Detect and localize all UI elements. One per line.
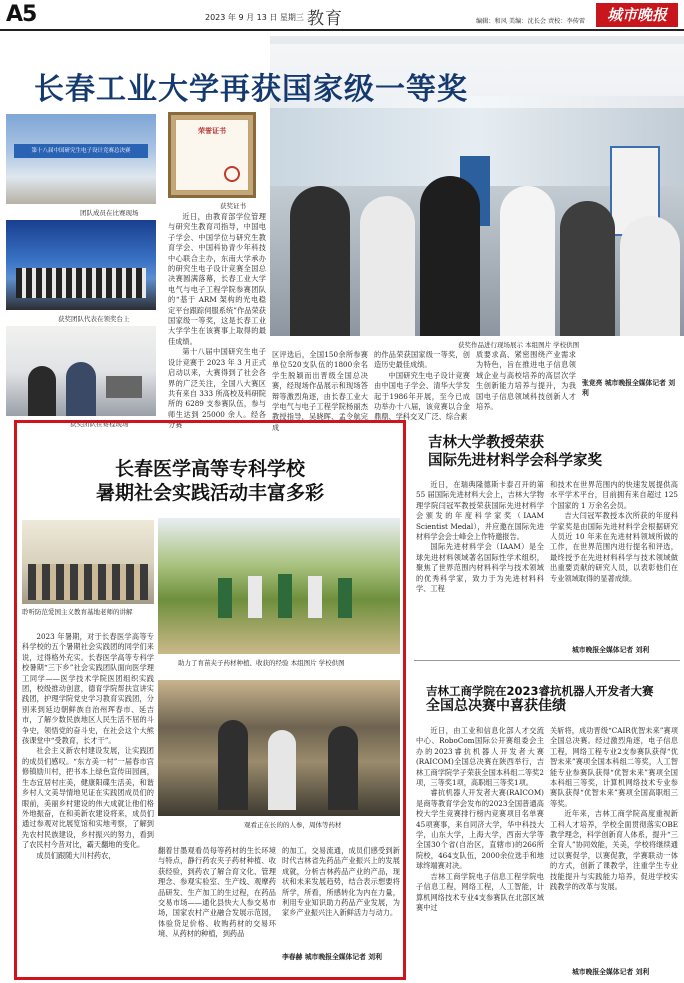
person bbox=[290, 186, 350, 336]
lead-byline: 张竞亮 城市晚报全媒体记者 刘利 bbox=[582, 379, 676, 397]
team-photo bbox=[6, 114, 156, 204]
certificate-caption: 获奖证书 bbox=[220, 202, 246, 210]
jilin-column-2 bbox=[550, 480, 678, 640]
editor-credits: 编辑：和风 美编：沈长会 责校：李传雷 bbox=[476, 18, 586, 25]
jilin-headline bbox=[412, 434, 680, 470]
laptop bbox=[106, 376, 142, 398]
award-stage-photo bbox=[6, 220, 156, 310]
lecture-caption bbox=[22, 608, 154, 617]
exhibit-caption: 获奖作品进行现场展示 本组图片 学校供图 bbox=[458, 341, 580, 349]
competing-photo bbox=[6, 326, 156, 416]
jlbtc-headline-line2: 全国总决赛中喜获佳绩 bbox=[426, 698, 566, 715]
competing-caption: 获奖团队在赛程现场 bbox=[70, 420, 129, 428]
medical-column-3 bbox=[282, 846, 400, 948]
jilin-byline: 城市晚报全媒体记者 刘利 bbox=[572, 646, 650, 654]
student bbox=[218, 578, 232, 618]
lead-paragraph: 近日，由教育部学位管理与研究生教育司指导，中国电子学会、中国学位与研究生教育学会、中国科协青少年科技中心联合主办，东南大学承办的研究生电子设计竞赛全国总决赛圆满落幕，长春工业大学电气与电子工程学院参赛团队的“基于 ARM 架构的光电稳定平台跟踪伺服系统”作品荣获国家级一等奖，这是长春工业大学学生在该赛事上取得的最佳成绩。 bbox=[168, 212, 266, 346]
lecture-photo bbox=[22, 520, 154, 604]
lead-column-3 bbox=[374, 350, 470, 422]
certificate-seal bbox=[224, 166, 240, 182]
lead-paragraph: 中国研究生电子设计竞赛由中国电子学会、清华大学发起于1986年开展，至今已成功举办十八届，该竞赛以合金鼎鼎、学科交叉广泛、综合素 bbox=[374, 370, 470, 422]
visitor bbox=[328, 726, 358, 810]
person bbox=[500, 186, 555, 336]
person bbox=[620, 216, 680, 336]
medical-paragraph: 成员们跟随大川村药农， bbox=[36, 850, 116, 860]
jlbtc-headline bbox=[412, 684, 680, 716]
lead-paragraph: 第十八届中国研究生电子设计竞赛于 2023 年 3 月正式启动以来，大赛得到了社会各界的广泛关注，全国八大赛区共有来自 333 所高校及科研院所的 6289 支参赛队伍，参与师生达到 25000 余人。经各分赛 bbox=[168, 347, 266, 430]
award-stage-caption: 获奖团队代表在领奖台上 bbox=[58, 315, 130, 323]
jilin-paragraph: 国际先进材料学会（IAAM）是全球先进材料领域著名国际性学术组织，聚焦了世界范围内材料科学与技术领域的优秀科学家，致力于为先进材料科学、工程 bbox=[416, 542, 544, 594]
medical-headline-line1: 长春医学高等专科学校 bbox=[114, 458, 305, 480]
section-divider bbox=[414, 660, 680, 661]
student bbox=[338, 578, 352, 618]
lead-column-2 bbox=[272, 350, 368, 432]
medical-paragraph: 社会主义新农村建设发展，让实践团的成员们感叹。“东方美一村”一届春市宫修镇励川村，把书本上绿色宣传田园画，生态宜居村庄美，健康阳碟生活美，和谐乡村人文美导情地见证在实践团成员们的眼前，美丽乡村建设的伟大成就让他们格外地振奋，在和美新农建设将来，成员们通过参观对比展览馆和实地考察，了解到先农村民族建设，乡村振兴的努力，看到了农民村今昔对比，霸天翻地的变化。 bbox=[22, 746, 154, 850]
issue-date: 2023 年 9 月 13 日 星期三 bbox=[205, 13, 304, 22]
medical-paragraph: 2023 年暑期，对于长春医学高等专科学校的五个暑期社会实践团的同学们来说，过得格外充实。长春医学高等专科学校暑期“三下乡”社会实践团队面向医学理工同学——医学技术学院医团组织实践团，校级推动创意，德育学院帮扶宣讲实践团，护理学院党史学习教育实践团，分别来到延边朝鲜族自治州珲春市、延吉市，了解少数民族地区人民生活不屈的斗争史，领悟党的奋斗史，在社会这个大熊孩课堂中“受教育，长才干”。 bbox=[22, 632, 154, 746]
lead-paragraph: 质要求高、紧密围绕产业需求为特色，旨在推进电子信息领域企业与高校培养的高层次学生创新能力培养与提升，为我国电子信息领域科技创新人才培养。 bbox=[476, 350, 576, 412]
certificate-inner bbox=[175, 119, 249, 191]
lead-headline: 长春工业大学再获国家级一等奖 bbox=[34, 72, 468, 107]
jlbtc-paragraph: 吉林工商学院电子信息工程学院电子信息工程，网络工程，人工智能，计算机网络技术专业4支参赛队在北部区域赛中过 bbox=[416, 871, 544, 912]
team-member bbox=[66, 362, 96, 416]
student bbox=[248, 576, 262, 618]
medical-column-1 bbox=[22, 632, 154, 976]
lead-column-4 bbox=[476, 350, 576, 418]
field-caption: 助力了育苗夹子药材种植、收获的经验 本组图片 学校供图 bbox=[178, 659, 345, 667]
student bbox=[308, 576, 322, 618]
person bbox=[420, 176, 480, 336]
jilin-paragraph: 和技术在世界范围内的快速发展提供高水平学术平台，目前拥有来自超过 125 个国家的 1 万余名会员。 bbox=[550, 480, 678, 510]
jilin-headline-line1: 吉林大学教授荣获 bbox=[428, 435, 544, 451]
certificate-title: 荣誉证书 bbox=[198, 127, 226, 135]
jlbtc-byline: 城市晚报全媒体记者 刘利 bbox=[572, 968, 650, 976]
visitor bbox=[218, 720, 248, 810]
jilin-paragraph: 吉大闫冠军教授本次所获的年度科学家奖是由国际先进材料学会根据研究人员近 10 年来在先进材料领域所做的工作，在世界范围内进行提名和评选，最终授予在先进材料科学与技术领域做出重要贡献的研究人员，以表彰他们在专业领域取得的显著成绩。 bbox=[550, 511, 678, 583]
stage-people bbox=[16, 268, 146, 298]
medical-headline bbox=[20, 458, 400, 506]
lead-paragraph: 区评选后，全国150余所参赛单位520支队伍的1800余名学生脱颖而出晋级全国总决赛，经现场作品展示和现场答辩等激烈角逐，由长春工业大学电气与电子工程学院杨丽杰教授指导，吴晓晖、孟令航完成 bbox=[272, 350, 368, 432]
newspaper-logo: 城市晚报 bbox=[596, 3, 678, 27]
jlbtc-paragraph: 近日，由工业和信息化部人才交流中心、RoboCom国际公开赛组委会主办的2023睿抗机器人开发者大赛(RAICOM)全国总决赛在陕西举行，吉林工商学院学子荣获全国本科组二等奖2项，三等奖1项，高职组三等奖1项。 bbox=[416, 726, 544, 788]
medical-paragraph: 翻着甘墨观看员每等药材的生长环境与特点，静行药农夹子药材种植、收获经验，到药农了解合育文化、管理理念、参观实验室、生产线、观摩药品研发、生产加工的生过程，在药品交易市场——通化县快大人参交易市场，国家农村产业融合发展示范园，体验货足价格、收购药材的交易环境、从药材的种植，到药品 bbox=[158, 846, 276, 939]
jlbtc-paragraph: 关斩将，成功晋级“CAIR优智未来”赛项全国总决赛。经过激烈角逐，电子信息工程，网络工程专业2支参赛队获得“优智未来”赛项全国本科组二等奖，人工智能专业参赛队获得“优智未来”赛项全国本科组三等奖，计算机网络技术专业参赛队获得“优智未来”赛项全国高职组三等奖。 bbox=[550, 726, 678, 808]
field-photo bbox=[158, 518, 400, 654]
jlbtc-paragraph: 近年来，吉林工商学院高度重视新工科人才培养，学校全面贯彻落实OBE教学理念，科学创新育人体系，提升“三全育人”协同效能，关美，学校将继续通过以赛促学，以赛促教，学赛联动一体的方式，创新了课教学，注重学生专业技能提升与实践能力培养，促进学校实践教学的改革与发展。 bbox=[550, 809, 678, 892]
medical-column-2 bbox=[158, 846, 276, 976]
jlbtc-headline-line1: 吉林工商学院在2023睿抗机器人开发者大赛 bbox=[426, 684, 654, 698]
team-member bbox=[28, 366, 56, 416]
mushroom-photo bbox=[158, 680, 400, 816]
lead-column-1 bbox=[168, 212, 266, 430]
lecture-caption-text: 聆听防范爱国主义教育基地老师的讲解 bbox=[22, 608, 133, 616]
jilin-paragraph: 近日，在瑞典隆德斯卡泰召开的第 55 届国际先进材料大会上，吉林大学物理学院闫冠军教授荣获国际先进材料学会颁发的年度科学家奖（IAAM Scientist Medal），并应邀在国际先进材料学会会士峰会上作特邀报告。 bbox=[416, 480, 544, 542]
visitor bbox=[268, 730, 296, 810]
team-photo-caption: 团队成员在比赛现场 bbox=[80, 209, 139, 217]
jlbtc-column-2 bbox=[550, 726, 678, 962]
jlbtc-paragraph: 睿抗机器人开发者大赛(RAICOM)是商等教育学会发布的2023全国普通高校大学生竞赛排行榜内竞赛项目名单赛45项赛事，来自同济大学，华中科技大学，山东大学，上海大学，西南大学等全国30个省(自治区，直辖市)的266所院校，464支队伍，2000余位选手和地球终端赛对决。 bbox=[416, 788, 544, 871]
mushroom-caption: 观看正在长的的人参，周体等药材 bbox=[244, 821, 342, 829]
lead-paragraph: 的作品荣获国家级一等奖，创造历史最佳成绩。 bbox=[374, 350, 470, 370]
masthead bbox=[0, 0, 684, 36]
certificate-photo bbox=[168, 112, 256, 198]
jlbtc-column-1 bbox=[416, 726, 544, 978]
jilin-column-1 bbox=[416, 480, 544, 650]
competition-banner: 第十八届中国研究生电子设计竞赛总决赛 bbox=[14, 144, 148, 158]
medical-headline-line2: 暑期社会实践活动丰富多彩 bbox=[95, 481, 324, 504]
person bbox=[560, 201, 615, 336]
audience bbox=[28, 564, 148, 600]
medical-paragraph: 的加工，交易流通，成员们感受到新时代吉林省先药品产业振兴上的发展成就，分析吉林药品产业的产品，现状和未来发展趋势，结合表示想要将所学，所看，所感转化为内在力量，利用专业知识助力药品产业发展，为家乡产业振兴注入新鲜活力与动力。 bbox=[282, 846, 400, 918]
page-number: A5 bbox=[6, 2, 37, 27]
medical-byline: 李春赫 城市晚报全媒体记者 刘利 bbox=[282, 953, 382, 961]
masthead-rule bbox=[0, 29, 684, 31]
person bbox=[360, 196, 415, 336]
jilin-headline-line2: 国际先进材料学会科学家奖 bbox=[428, 453, 602, 470]
section-name: 教育 bbox=[307, 9, 343, 29]
student bbox=[278, 574, 292, 618]
